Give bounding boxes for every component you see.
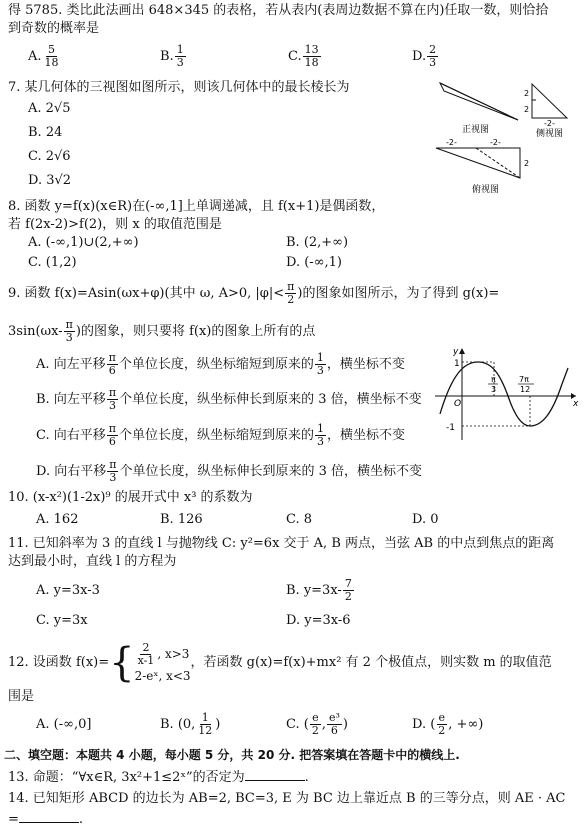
q11-option-d: D. y=3x-6 <box>286 613 351 628</box>
tick-7pi-over-12-den: 12 <box>520 385 531 394</box>
q9-option-d: D. 向右平移 $\frac{\pi}{3}$ 个单位长度，纵坐标伸长到原来的 3 倍，横坐标不变 <box>36 458 423 484</box>
side-dim-2: 2 <box>524 105 530 114</box>
q10-option-d: D. 0 <box>412 512 439 527</box>
min-label: -1 <box>446 423 455 433</box>
q8-line1: 8. 函数 y=f(x)(x∈R)在(-∞,1]上单调递减，且 f(x+1)是偶函数， <box>8 199 385 214</box>
q6-line2: 到奇数的概率是 <box>8 21 100 36</box>
top-dim-2: -2- <box>490 138 501 147</box>
q12-option-d: D. ( $\frac{e}{2}$ , +∞) <box>412 711 484 737</box>
side-view-label: 侧视图 <box>536 129 564 139</box>
q7-stem: 7. 某几何体的三视图如图所示，则该几何体中的最长棱长为 <box>8 80 350 95</box>
q7-option-a: A. 2√5 <box>28 101 71 116</box>
q8-option-d: D. (-∞,1) <box>286 255 342 270</box>
q11-option-b: B. y=3x- $\frac{7}{2}$ <box>286 577 352 603</box>
q10-option-a: A. 162 <box>36 512 79 527</box>
sine-curve <box>440 362 568 426</box>
q6-line1: 得 5785. 类比此法画出 648×345 的表格，若从表内(表周边数据不算在内)任取一数，则恰拾 <box>8 3 549 18</box>
section-fill-in-heading: 二、填空题：本题共 4 小题，每小题 5 分，共 20 分. 把答案填在答题卡中的横线上. <box>4 748 460 762</box>
q10-option-c: C. 8 <box>286 512 313 527</box>
q11-line2: 达到最小时，直线 l 的方程为 <box>8 554 177 569</box>
top-dim-3: 2 <box>524 159 530 168</box>
q11-option-a: A. y=3x-3 <box>36 583 100 598</box>
three-view-figure <box>432 78 582 200</box>
tick-7pi-over-12-num: 7π <box>519 375 529 384</box>
sine-graph <box>430 344 580 444</box>
q14-line2: = . <box>8 812 84 827</box>
q7-option-c: C. 2√6 <box>28 149 71 164</box>
q7-option-d: D. 3√2 <box>28 173 72 188</box>
q12-option-a: A. (-∞,0] <box>36 717 92 732</box>
q9-option-c: C. 向右平移 $\frac{\pi}{6}$ 个单位长度，纵坐标缩短到原来的 $\frac{1}{3}$ ，横坐标不变 <box>36 422 406 448</box>
q6-option-c: C. $\frac{13}{18}$ <box>288 43 319 69</box>
max-label: 1 <box>454 359 460 369</box>
q13: 13. 命题：“∀x∈R, 3x²+1≤2ˣ”的否定为 . <box>8 770 309 785</box>
top-dim-1: -2- <box>446 138 457 147</box>
q12-line1: 12. 设函数 f(x)= { $\frac{2}{x-1}$ , x>3 2-eˣ, x<3 ，若函数 g(x)=f(x)+mx² 有 2 个极值点，则实数 m 的取值范 <box>8 640 552 686</box>
q10-option-b: B. 126 <box>160 512 203 527</box>
q6-option-b: B. $\frac{1}{3}$ <box>160 43 184 69</box>
tick-pi-over-3-num: π <box>491 375 496 384</box>
y-axis-label: y <box>453 347 459 357</box>
origin-label: O <box>454 399 462 409</box>
q12-option-c: C. ( $\frac{e}{2}$ , $\frac{\text{e³}}{6}$ ) <box>286 711 348 737</box>
q14-line1: 14. 已知矩形 ABCD 的边长为 AB=2, BC=3, E 为 BC 边上靠近点 B 的三等分点，则 AE · AC <box>8 791 566 806</box>
top-view-label: 俯视图 <box>472 185 500 195</box>
q6-option-d: D. $\frac{2}{3}$ <box>412 43 437 69</box>
q8-option-b: B. (2,+∞) <box>286 235 349 250</box>
q9-option-b: B. 向左平移 $\frac{\pi}{3}$ 个单位长度，纵坐标伸长到原来的 3 倍，横坐标不变 <box>36 386 422 412</box>
q6-option-a: A. $\frac{5}{18}$ <box>28 43 59 69</box>
q11-option-c: C. y=3x <box>36 613 88 628</box>
q9-option-a: A. 向左平移 $\frac{\pi}{6}$ 个单位长度，纵坐标缩短到原来的 $\frac{1}{3}$ ，横坐标不变 <box>36 351 405 377</box>
q13-answer-blank[interactable] <box>245 768 305 781</box>
q9-line2: 3sin(ωx- $\frac{\pi}{3}$ )的图象，则只要将 f(x)的图象上所有的点 <box>8 318 316 344</box>
q8-option-c: C. (1,2) <box>28 255 77 270</box>
x-axis-label: x <box>573 399 579 409</box>
front-view-label: 正视图 <box>462 125 490 135</box>
q7-option-b: B. 24 <box>28 125 63 140</box>
q12-option-b: B. (0, $\frac{1}{12}$ ) <box>160 711 221 737</box>
side-dim-3: -2- <box>544 119 555 128</box>
q8-line2: 若 f(2x-2)>f(2)，则 x 的取值范围是 <box>8 217 222 232</box>
q9-line1: 9. 函数 f(x)=Asin(ωx+φ)(其中 ω, A>0, |φ|< $\frac{\pi}{2}$ )的图象如图所示，为了得到 g(x)= <box>8 280 500 306</box>
side-dim-1: 2 <box>524 89 530 98</box>
q8-option-a: A. (-∞,1)∪(2,+∞) <box>28 235 139 250</box>
q10-stem: 10. (x-x²)(1-2x)⁹ 的展开式中 x³ 的系数为 <box>8 490 253 505</box>
tick-pi-over-3-den: 3 <box>491 385 497 394</box>
q12-line2: 围是 <box>8 689 35 704</box>
q11-line1: 11. 已知斜率为 3 的直线 l 与抛物线 C: y²=6x 交于 A, B 两点，当弦 AB 的中点到焦点的距离 <box>8 536 555 551</box>
q14-answer-blank[interactable] <box>19 810 79 823</box>
